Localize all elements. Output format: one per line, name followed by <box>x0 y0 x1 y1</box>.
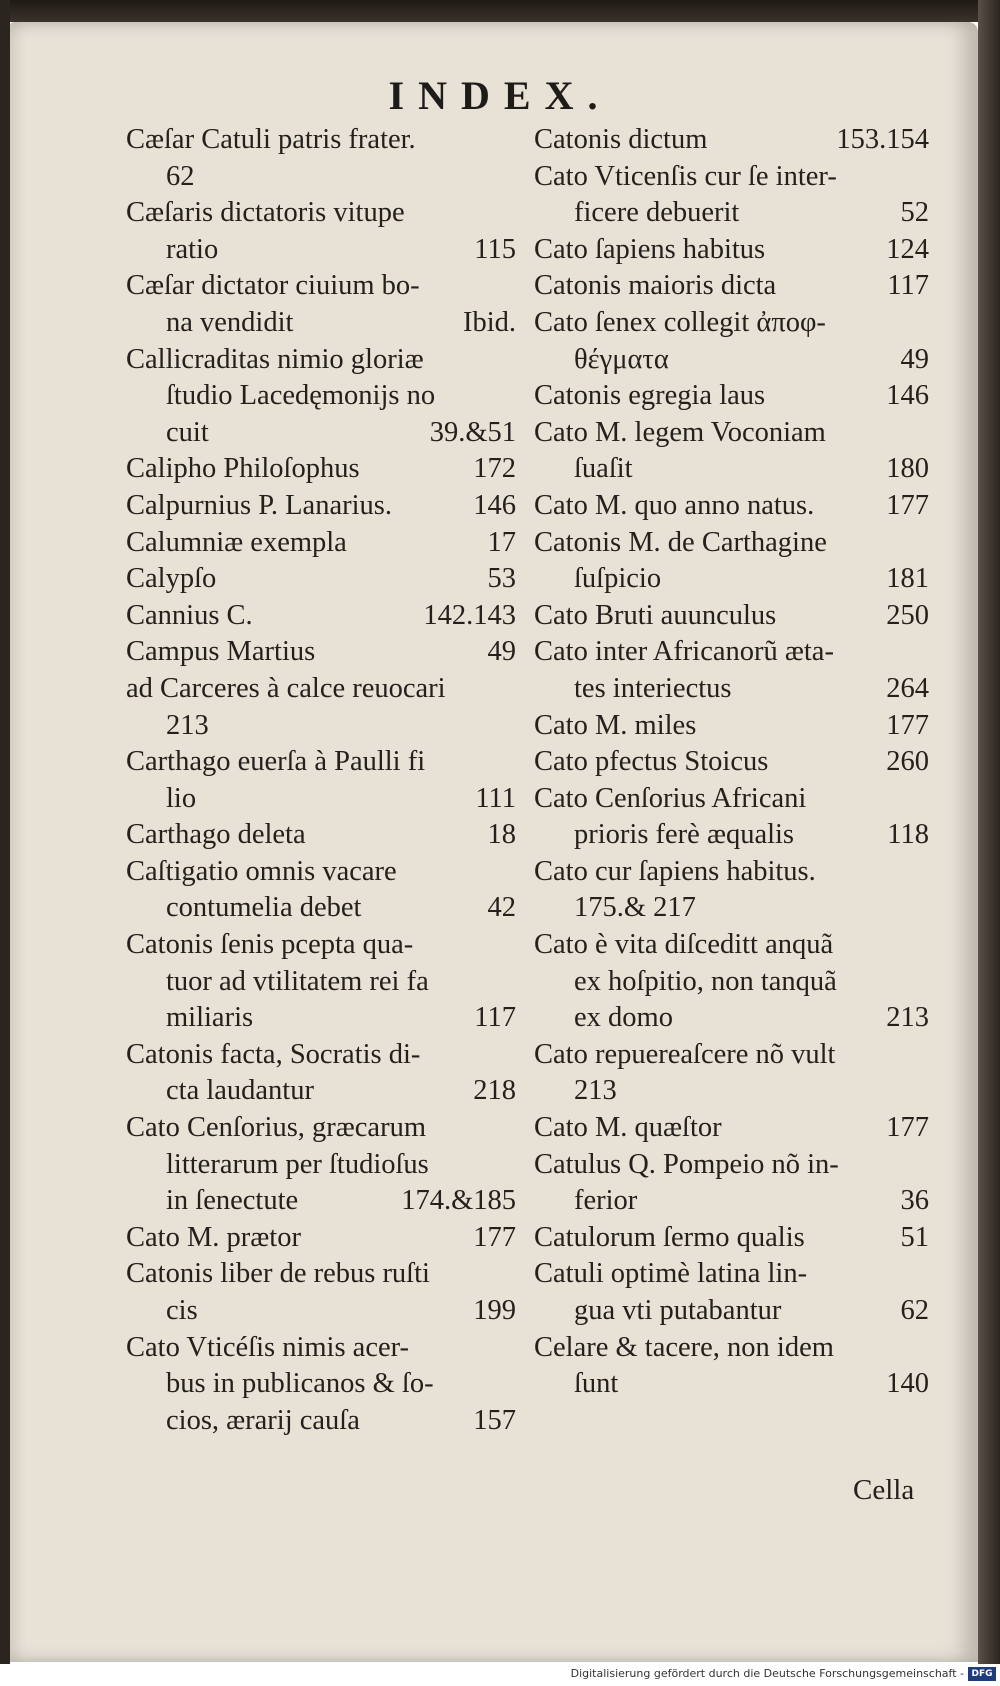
index-entry-line <box>126 305 516 342</box>
index-entry-text: Catulus Q. Pompeio nõ in- <box>534 1148 839 1180</box>
index-entry-text: Cato M. quæſtor <box>534 1112 722 1144</box>
index-entry-line <box>534 1037 929 1074</box>
index-entry-line <box>126 232 516 269</box>
index-page-number: 118 <box>887 819 929 851</box>
index-entry <box>126 1330 516 1440</box>
index-entry-text: Catonis M. de Carthagine <box>534 526 827 558</box>
index-entry-line <box>126 744 516 781</box>
index-entry-line <box>534 634 929 671</box>
index-page-number: 177 <box>886 1112 929 1144</box>
index-entry <box>534 525 929 598</box>
index-entry-text: cios, ærarij cauſa <box>166 1404 360 1436</box>
index-entry <box>534 854 929 927</box>
index-entry <box>534 232 929 269</box>
index-page-number: 62 <box>166 160 195 192</box>
index-entry <box>126 927 516 1037</box>
index-page-number: 153.154 <box>836 124 929 155</box>
index-entry-line <box>534 1000 929 1037</box>
index-entry-text: Cato Vticéſis nimis acer- <box>126 1331 410 1363</box>
index-entry-line <box>126 1000 516 1037</box>
index-entry-line <box>534 1147 929 1184</box>
index-page-number: 174.&185 <box>401 1185 516 1217</box>
index-entry <box>126 671 516 744</box>
index-entry <box>534 708 929 745</box>
index-entry-text: ſuaſit <box>574 453 633 485</box>
index-entry-text: Catonis maioris dicta <box>534 270 777 302</box>
index-entry-line <box>126 817 516 854</box>
index-entry-line <box>534 1366 929 1403</box>
index-page-number: 124 <box>886 233 929 265</box>
index-entry-text: na vendidit <box>166 306 294 338</box>
index-page-number: 62 <box>900 1295 929 1326</box>
index-entry-line <box>126 159 516 196</box>
index-entry-line <box>534 232 929 269</box>
index-entry <box>126 634 516 671</box>
index-entry <box>126 598 516 635</box>
index-page-number: 142.143 <box>423 599 516 631</box>
index-entry <box>126 817 516 854</box>
index-page-number: 172 <box>473 453 516 485</box>
index-page-number: 52 <box>900 197 929 229</box>
index-entry-line <box>126 1403 516 1440</box>
index-entry <box>534 378 929 415</box>
index-entry-text: Cæſaris dictatoris vitupe <box>126 197 405 229</box>
index-entry-line <box>534 817 929 854</box>
index-entry-text: Cato pfectus Stoicus <box>534 746 769 778</box>
index-entry <box>126 342 516 452</box>
book-edge-right <box>978 0 1000 1670</box>
index-entry-text: Catuli optimè latina lin- <box>534 1258 808 1290</box>
index-page-number: 177 <box>886 489 929 521</box>
index-entry-line <box>534 1073 929 1110</box>
index-entry-text: Campus Martius <box>126 636 316 668</box>
index-entry <box>126 525 516 562</box>
index-entry-text: Cato repuereaſcere nõ vult <box>534 1038 836 1070</box>
index-entry-line <box>534 451 929 488</box>
index-entry-text: ex domo <box>574 1002 673 1034</box>
index-entry-text: litterarum per ſtudioſus <box>166 1148 429 1180</box>
index-entry-line <box>126 598 516 635</box>
index-entry-text: Calipho Philoſophus <box>126 453 360 485</box>
index-page-number: 39.&51 <box>429 416 516 448</box>
index-entry-text: Callicraditas nimio gloriæ <box>126 343 424 375</box>
index-page-number: 115 <box>474 233 516 265</box>
index-page-number: 53 <box>487 563 516 595</box>
index-page-number: 111 <box>475 782 516 814</box>
index-entry-line <box>126 634 516 671</box>
index-page-number: 146 <box>473 489 516 521</box>
index-page-number: 181 <box>886 563 929 595</box>
index-entry-text: Cæſar dictator ciuium bo- <box>126 270 420 302</box>
index-entry-text: ad Carceres à calce reuocari <box>126 672 446 704</box>
index-entry-text: Cato ſapiens habitus <box>534 233 766 265</box>
index-entry <box>126 488 516 525</box>
index-page-number: 146 <box>886 380 929 412</box>
index-entry-line <box>126 890 516 927</box>
index-page-number: 218 <box>473 1075 516 1107</box>
index-entry <box>126 1256 516 1329</box>
index-page-number: 51 <box>900 1221 929 1253</box>
index-page-number: 175.& 217 <box>574 892 696 924</box>
index-page-number: 250 <box>886 599 929 631</box>
index-entry <box>534 781 929 854</box>
index-entry-line <box>126 964 516 1001</box>
index-entry-text: ex hoſpitio, non tanquã <box>574 965 837 997</box>
index-page-number: 117 <box>474 1002 516 1034</box>
index-entry <box>534 1110 929 1147</box>
index-entry-line <box>126 1037 516 1074</box>
index-entry-text: Cannius C. <box>126 599 253 631</box>
index-entry-text: Cato M. prætor <box>126 1221 301 1253</box>
index-entry-line <box>126 1183 516 1220</box>
index-entry-text: Cæſar Catuli patris frater. <box>126 124 416 155</box>
index-entry-line <box>126 1256 516 1293</box>
index-entry-text: Catonis liber de rebus ruſti <box>126 1258 430 1290</box>
index-entry-line <box>534 1293 929 1330</box>
index-entry <box>534 1256 929 1329</box>
index-entry-text: Calypſo <box>126 563 217 595</box>
index-entry-text: Cato è vita diſceditt anquã <box>534 929 834 961</box>
index-entry-text: Catonis ſenis pcepta qua- <box>126 929 414 961</box>
index-entry <box>534 1147 929 1220</box>
index-page-number: 36 <box>900 1185 929 1217</box>
index-entry-line <box>126 525 516 562</box>
index-entry <box>126 268 516 341</box>
index-entry-line <box>534 415 929 452</box>
index-entry <box>534 1220 929 1257</box>
index-entry-text: lio <box>166 782 197 814</box>
index-entry-line <box>126 1147 516 1184</box>
index-entry-text: ſuſpicio <box>574 563 662 595</box>
index-entry-line <box>534 268 929 305</box>
index-entry-line <box>126 378 516 415</box>
index-entry <box>534 268 929 305</box>
footer-bar <box>0 1664 1000 1686</box>
index-entry-line <box>534 1330 929 1367</box>
index-entry-text: gua vti putabantur <box>574 1295 782 1326</box>
index-entry-line <box>126 1330 516 1367</box>
index-entry-text: tes interiectus <box>574 672 732 704</box>
index-entry-line <box>534 1256 929 1293</box>
index-entry-line <box>126 415 516 452</box>
index-page-number: 49 <box>487 636 516 668</box>
index-entry <box>126 122 516 195</box>
index-entry-line <box>534 159 929 196</box>
index-entry <box>126 195 516 268</box>
index-column-right <box>534 122 929 1403</box>
index-entry-line <box>534 671 929 708</box>
index-entry <box>534 1330 929 1403</box>
index-entry-text: cis <box>166 1295 198 1326</box>
index-entry-text: Cato ſenex collegit ἀποφ- <box>534 306 826 338</box>
index-entry-text: contumelia debet <box>166 892 362 924</box>
index-entry-text: ratio <box>166 233 219 265</box>
index-entry-text: Caſtigatio omnis vacare <box>126 855 397 887</box>
index-entry-line <box>126 1110 516 1147</box>
index-page-number: 213 <box>574 1075 617 1107</box>
index-entry-text: Cato M. quo anno natus. <box>534 489 815 521</box>
index-entry <box>126 744 516 817</box>
index-page-number: 49 <box>900 343 929 375</box>
index-entry-line <box>534 305 929 342</box>
index-entry-text: Calumniæ exempla <box>126 526 347 558</box>
index-entry-line <box>126 488 516 525</box>
index-entry-text: Carthago deleta <box>126 819 306 851</box>
index-entry <box>534 488 929 525</box>
index-entry-line <box>126 561 516 598</box>
index-entry-text: cta laudantur <box>166 1075 314 1107</box>
index-entry <box>126 1037 516 1110</box>
index-page-number: Ibid. <box>462 306 516 338</box>
index-entry-text: Calpurnius P. Lanarius. <box>126 489 392 521</box>
index-entry <box>534 159 929 232</box>
index-page-number: 213 <box>886 1002 929 1034</box>
index-page-number: 260 <box>886 746 929 778</box>
index-entry-line <box>534 744 929 781</box>
index-entry-line <box>126 1220 516 1257</box>
index-page-number: 18 <box>487 819 516 851</box>
index-entry-line <box>126 854 516 891</box>
index-page-number: 42 <box>487 892 516 924</box>
index-entry-text: Cato cur ſapiens habitus. <box>534 855 816 887</box>
index-entry-text: Catonis facta, Socratis di- <box>126 1038 421 1070</box>
index-page-number: 199 <box>473 1295 516 1326</box>
index-entry <box>534 415 929 488</box>
index-entry-line <box>534 342 929 379</box>
index-entry <box>534 1037 929 1110</box>
index-column-left <box>126 122 516 1439</box>
index-entry-line <box>534 561 929 598</box>
index-entry-line <box>126 1073 516 1110</box>
index-entry-text: Catonis egregia laus <box>534 380 766 412</box>
index-entry <box>534 305 929 378</box>
index-entry-text: Cato M. miles <box>534 709 697 741</box>
index-entry-text: ſunt <box>574 1368 619 1400</box>
index-entry <box>126 561 516 598</box>
index-entry-text: Celare & tacere, non idem <box>534 1331 834 1363</box>
index-entry-text: Cato M. legem Voconiam <box>534 416 826 448</box>
index-entry <box>126 1110 516 1220</box>
index-entry-line <box>126 1293 516 1330</box>
index-entry-line <box>126 781 516 818</box>
book-edge-top <box>0 0 1000 22</box>
index-entry-text: Catonis dictum <box>534 124 708 155</box>
index-entry <box>534 927 929 1037</box>
index-entry <box>534 122 929 159</box>
index-entry-text: Cato inter Africanorũ æta- <box>534 636 834 668</box>
index-entry-text: Cato Cenſorius Africani <box>534 782 807 814</box>
index-entry-line <box>534 927 929 964</box>
index-entry-line <box>126 671 516 708</box>
index-entry-line <box>126 122 516 159</box>
index-entry-line <box>126 342 516 379</box>
index-entry-text: Cato Vticenſis cur ſe inter- <box>534 160 837 192</box>
index-entry-text: cuit <box>166 416 209 448</box>
index-entry-line <box>534 1110 929 1147</box>
index-entry <box>534 598 929 635</box>
index-entry <box>126 1220 516 1257</box>
index-entry-text: Cato Bruti auunculus <box>534 599 777 631</box>
index-entry-line <box>534 964 929 1001</box>
index-entry-text: tuor ad vtilitatem rei fa <box>166 965 429 997</box>
index-entry-line <box>534 1183 929 1220</box>
index-entry-text: bus in publicanos & ſo- <box>166 1368 434 1400</box>
index-entry-line <box>126 927 516 964</box>
index-page-number: 213 <box>166 709 209 741</box>
index-entry-line <box>534 854 929 891</box>
index-entry-line <box>534 781 929 818</box>
index-entry-line <box>126 708 516 745</box>
index-entry-text: ferior <box>574 1185 638 1217</box>
index-entry-text: miliaris <box>166 1002 254 1034</box>
index-entry-line <box>534 708 929 745</box>
index-entry-text: in ſenectute <box>166 1185 299 1217</box>
page-header: INDEX. <box>388 73 612 118</box>
index-entry-text: Catulorum ſermo qualis <box>534 1221 805 1253</box>
dfg-logo: DFG <box>968 1667 996 1681</box>
index-entry <box>534 634 929 707</box>
footer-credit: Digitalisierung gefördert durch die Deutsche Forschungsgemeinschaft - <box>570 1667 964 1680</box>
catchword: Cella <box>853 1474 915 1506</box>
index-page-number: 177 <box>473 1221 516 1253</box>
index-page-number: 264 <box>886 672 929 704</box>
index-page-number: 140 <box>886 1368 929 1400</box>
index-entry-line <box>534 598 929 635</box>
index-entry-line <box>126 195 516 232</box>
index-page-number: 177 <box>886 709 929 741</box>
index-entry-text: prioris ferè æqualis <box>574 819 795 851</box>
index-entry-line <box>534 1220 929 1257</box>
index-entry-text: ſtudio Lacedęmonijs no <box>166 380 436 412</box>
index-page-number: 17 <box>487 526 516 558</box>
index-page-number: 157 <box>473 1404 516 1436</box>
index-page-number: 180 <box>886 453 929 485</box>
index-entry-line <box>126 268 516 305</box>
book-edge-left <box>0 0 10 1670</box>
index-entry <box>126 854 516 927</box>
index-entry-line <box>534 890 929 927</box>
index-entry-line <box>534 525 929 562</box>
index-entry <box>534 744 929 781</box>
index-entry-line <box>534 195 929 232</box>
index-entry-line <box>534 488 929 525</box>
index-entry-line <box>126 451 516 488</box>
index-entry-text: θέγματα <box>574 343 669 375</box>
index-entry <box>126 451 516 488</box>
index-entry-text: ficere debuerit <box>574 197 740 229</box>
index-entry-text: Carthago euerſa à Paulli fi <box>126 746 426 778</box>
index-entry-text: Cato Cenſorius, græcarum <box>126 1112 426 1144</box>
index-entry-line <box>126 1366 516 1403</box>
index-entry-line <box>534 122 929 159</box>
index-entry-line <box>534 378 929 415</box>
index-page-number: 117 <box>887 270 929 302</box>
